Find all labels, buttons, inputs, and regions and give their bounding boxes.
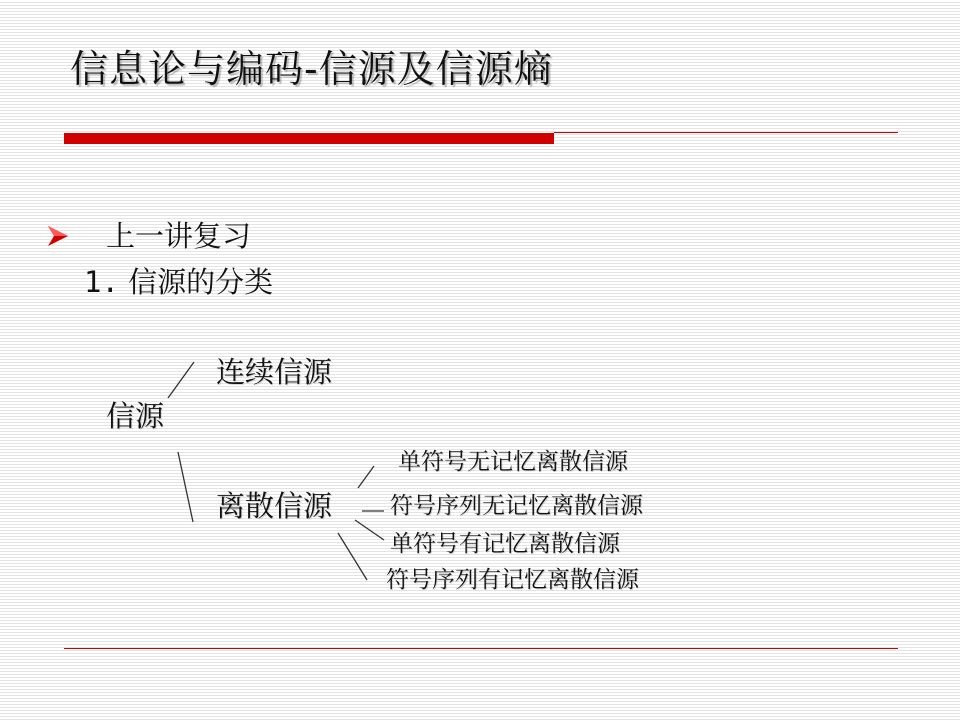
tree-discrete-label: 离散信源 [216, 489, 333, 523]
tree-discrete-child: 符号序列有记忆离散信源 [386, 567, 639, 593]
tree-discrete-child: 符号序列无记忆离散信源 [390, 493, 643, 519]
section-title: 信源的分类 [128, 265, 274, 299]
branch-line-child-3 [355, 520, 384, 540]
tree-discrete-child: 单符号无记忆离散信源 [398, 449, 628, 475]
branch-line-child-4 [338, 533, 367, 580]
bullet-text: 上一讲复习 [106, 219, 252, 253]
section-number: 1. [84, 265, 119, 299]
branch-line-child-1 [358, 466, 374, 488]
footer-divider [64, 648, 898, 649]
tree-continuous-label: 连续信源 [216, 355, 333, 389]
slide-title: 信息论与编码-信源及信源熵 [70, 47, 553, 91]
branch-line-continuous [168, 362, 194, 398]
branch-line-discrete [178, 452, 193, 522]
tree-discrete-child: 单符号有记忆离散信源 [390, 531, 620, 557]
tree-root-label: 信源 [106, 399, 165, 433]
